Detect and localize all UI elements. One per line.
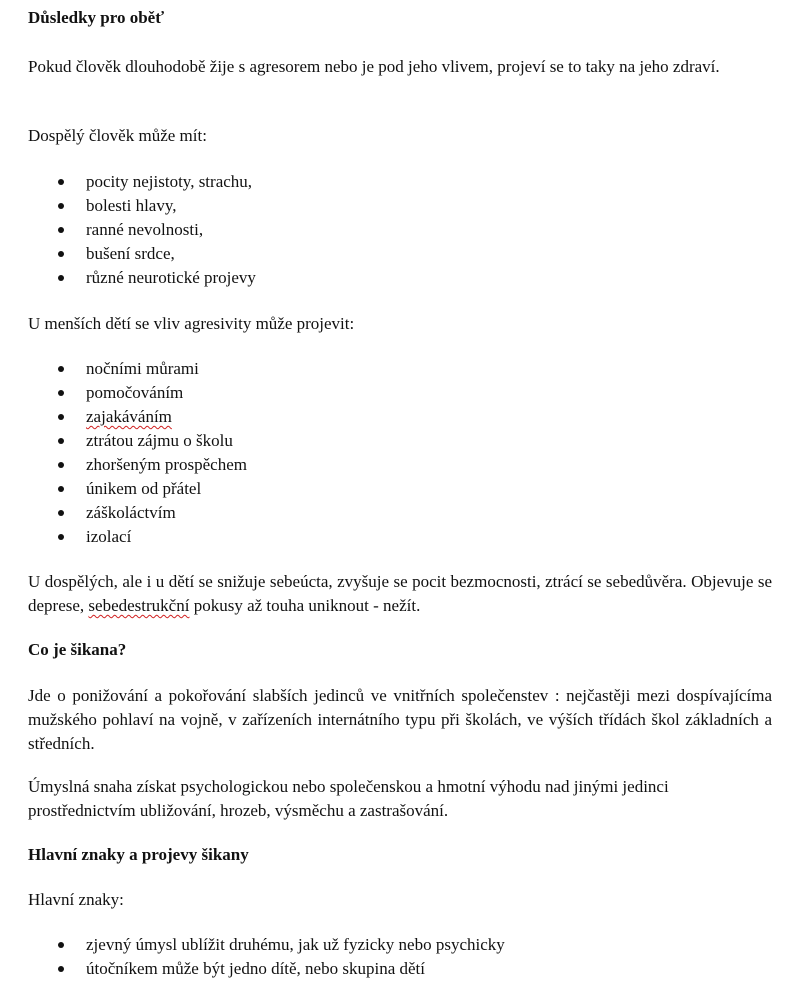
list-item bbox=[0, 405, 247, 429]
list-item bbox=[0, 381, 247, 405]
list-item bbox=[0, 501, 247, 525]
list-item-text: únikem od přátel bbox=[86, 479, 202, 498]
bullet-icon bbox=[58, 462, 64, 468]
adult-lead-text: Dospělý člověk může mít: bbox=[28, 126, 207, 145]
list-item-text: záškoláctvím bbox=[86, 503, 176, 522]
list-item-text: nočními můrami bbox=[86, 359, 199, 378]
intro-paragraph: Pokud člověk dlouhodobě žije s agresorem nebo je pod jeho vlivem, projeví se to taky na jeho zdraví. bbox=[28, 57, 720, 76]
bullet-icon bbox=[58, 390, 64, 396]
main-signs-lead-text: Hlavní znaky: bbox=[28, 890, 124, 909]
list-item bbox=[0, 477, 247, 501]
list-item bbox=[0, 242, 256, 266]
list-item bbox=[0, 933, 505, 957]
bullet-icon bbox=[58, 227, 64, 233]
list-item bbox=[0, 525, 247, 549]
definition-paragraph: Jde o ponižování a pokořování slabších jedinců ve vnitřních společenstev : nejčastěji mezi dospívajícíma mužského pohlaví na vojně, v zařízeních internátního typu při školách, ve výších třídách škol základních a středních. bbox=[28, 686, 772, 753]
list-item-text: zhoršeným prospěchem bbox=[86, 455, 247, 474]
list-item-text: různé neurotické projevy bbox=[86, 268, 256, 287]
list-item bbox=[0, 453, 247, 477]
list-item bbox=[0, 266, 256, 290]
list-item-text: ranné nevolnosti, bbox=[86, 220, 204, 239]
children-lead-text: U menších dětí se vliv agresivity může projevit: bbox=[28, 314, 355, 333]
summary-text-part2: pokusy až touha uniknout - nežít. bbox=[189, 596, 421, 615]
bullet-icon bbox=[58, 251, 64, 257]
list-item bbox=[0, 429, 247, 453]
summary-paragraph bbox=[28, 570, 772, 618]
bullet-icon bbox=[58, 510, 64, 516]
list-item-text: bolesti hlavy, bbox=[86, 196, 177, 215]
bullet-icon bbox=[58, 414, 64, 420]
bullet-icon bbox=[58, 534, 64, 540]
bullet-icon bbox=[58, 486, 64, 492]
bullet-icon bbox=[58, 438, 64, 444]
intent-paragraph: Úmyslná snaha získat psychologickou nebo společenskou a hmotní výhodu nad jinými jedinci prostřednictvím ubližování, hrozeb, výsměchu a zastrašování. bbox=[28, 777, 669, 820]
bullet-icon bbox=[58, 942, 64, 948]
list-item-text: zjevný úmysl ublížit druhému, jak už fyzicky nebo psychicky bbox=[86, 935, 505, 954]
main-signs-list bbox=[0, 933, 505, 981]
summary-spellcheck-word: sebedestrukční bbox=[88, 596, 190, 615]
list-item bbox=[0, 957, 505, 981]
bullet-icon bbox=[58, 366, 64, 372]
list-item-text: ztrátou zájmu o školu bbox=[86, 431, 233, 450]
adult-symptoms-list bbox=[0, 170, 256, 290]
bullet-icon bbox=[58, 179, 64, 185]
summary-text-part1: U dospělých, ale i u dětí se snižuje sebeúcta, zvyšuje se pocit bezmocnosti, ztrácí se sebedůvěra. Objevuje se deprese, bbox=[28, 572, 772, 615]
list-item-text: bušení srdce, bbox=[86, 244, 175, 263]
list-item-text-spellcheck: zajakáváním bbox=[86, 407, 172, 426]
list-item bbox=[0, 357, 247, 381]
list-item bbox=[0, 170, 256, 194]
list-item-text: pomočováním bbox=[86, 383, 184, 402]
bullet-icon bbox=[58, 275, 64, 281]
heading-hlavni-znaky: Hlavní znaky a projevy šikany bbox=[28, 845, 249, 864]
heading-co-je-sikana: Co je šikana? bbox=[28, 640, 127, 659]
heading-dusledky-pro-obet: Důsledky pro oběť bbox=[28, 8, 165, 27]
list-item bbox=[0, 194, 256, 218]
list-item-text: pocity nejistoty, strachu, bbox=[86, 172, 253, 191]
children-symptoms-list bbox=[0, 357, 247, 549]
list-item bbox=[0, 218, 256, 242]
list-item-text: izolací bbox=[86, 527, 132, 546]
bullet-icon bbox=[58, 203, 64, 209]
bullet-icon bbox=[58, 966, 64, 972]
list-item-text: útočníkem může být jedno dítě, nebo skupina dětí bbox=[86, 959, 425, 978]
